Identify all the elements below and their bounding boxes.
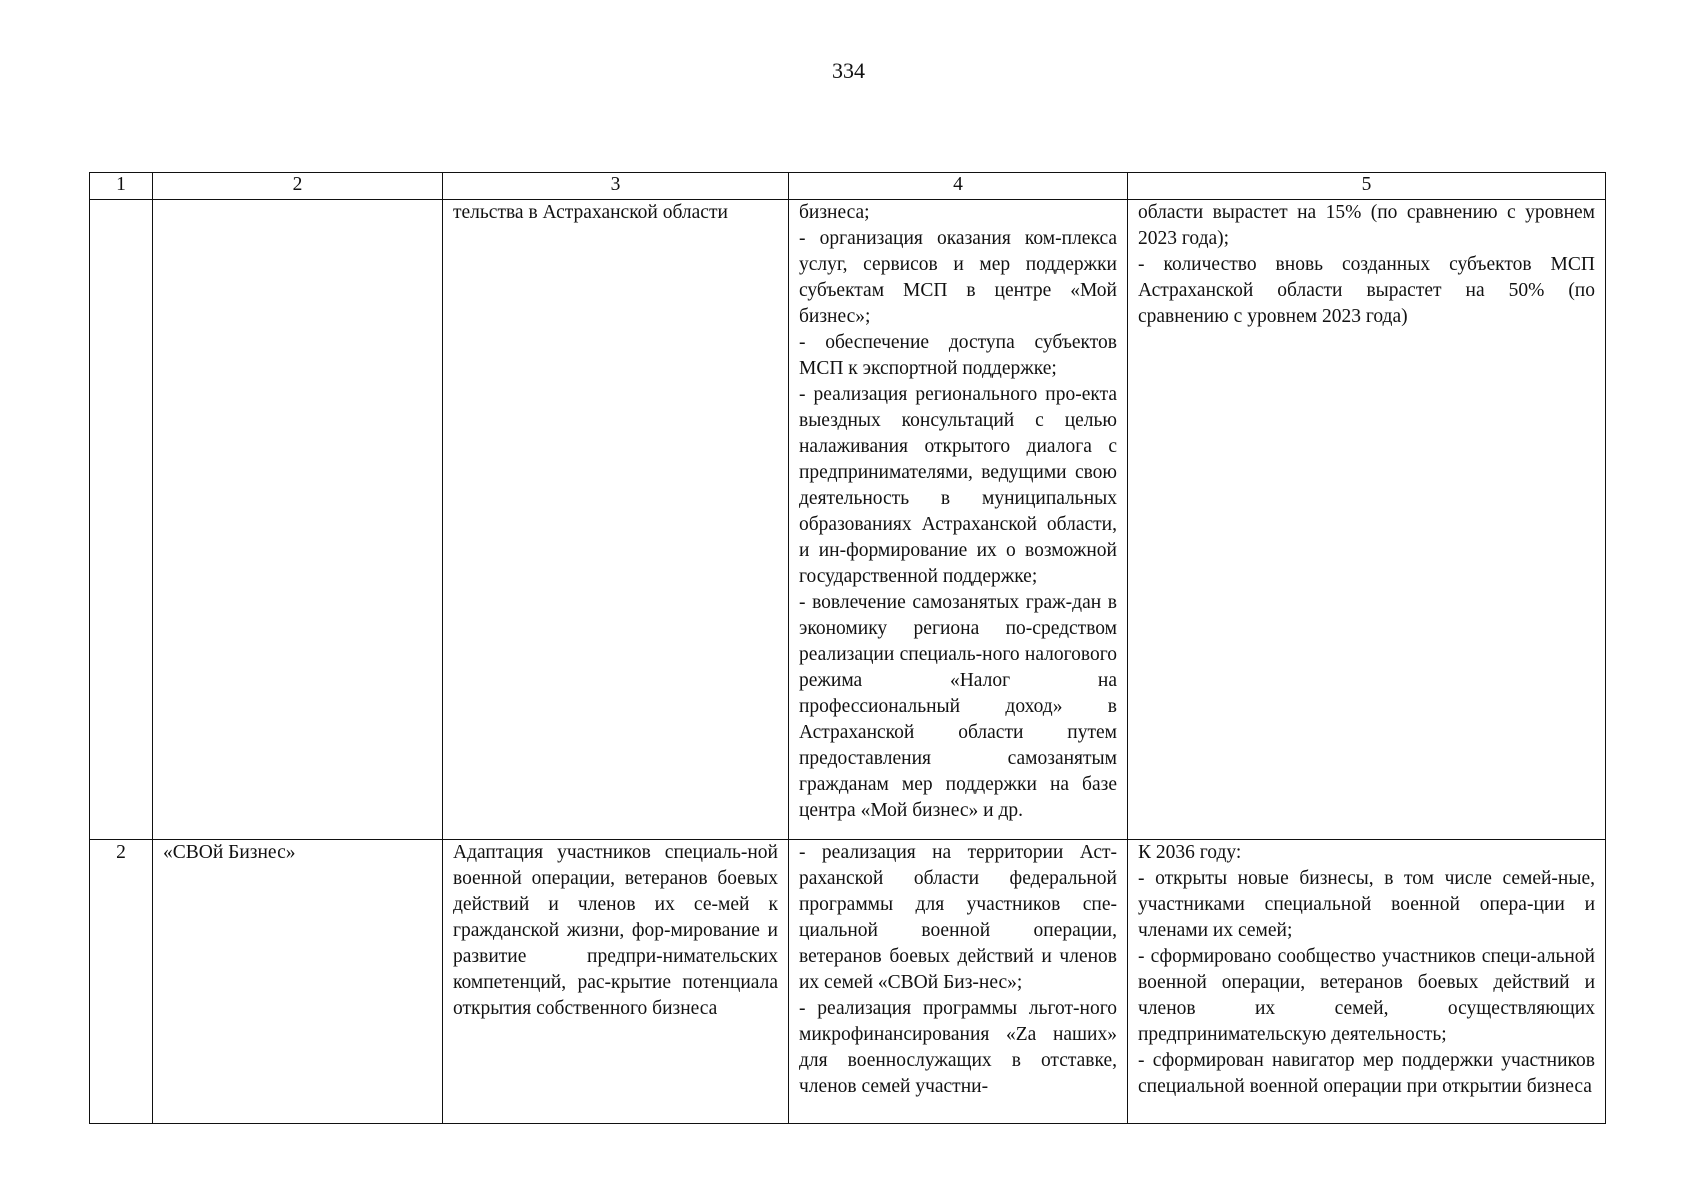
table-row bbox=[90, 840, 1606, 1124]
results-cell: К 2036 году: - открыты новые бизнесы, в том числе семей-ные, участниками специальной военной опера-ции и членами их семей; - сформировано сообщество участников специ-альной военной операции, ветеранов боевых действий и членов их семей, осуществляющих предпринимательскую деятельность; - сформирован навигатор мер поддержки участников специальной военной операции при открытии бизнеса bbox=[1128, 840, 1606, 1124]
column-header-3: 3 bbox=[443, 173, 789, 200]
goal-cell: тельства в Астраханской области bbox=[443, 200, 789, 840]
project-name-cell: «СВОй Бизнес» bbox=[153, 840, 443, 1124]
project-name-cell bbox=[153, 200, 443, 840]
column-number-row bbox=[90, 173, 1606, 200]
column-header-5: 5 bbox=[1128, 173, 1606, 200]
measures-cell: - реализация на территории Аст-раханской области федеральной программы для участников спе-циальной военной операции, ветеранов боевых действий и членов их семей «СВОй Биз-нес»; - реализация программы льгот-ного микрофинансирования «Za наших» для военнослужащих в отставке, членов семей участни- bbox=[789, 840, 1128, 1124]
page-number: 334 bbox=[832, 58, 865, 83]
table-header bbox=[90, 173, 1606, 200]
row-number-cell bbox=[90, 200, 153, 840]
column-header-4: 4 bbox=[789, 173, 1128, 200]
goal-cell: Адаптация участников специаль-ной военной операции, ветеранов боевых действий и членов их се-мей к гражданской жизни, фор-мирование и развитие предпри-нимательских компетенций, рас-крытие потенциала открытия собственного бизнеса bbox=[443, 840, 789, 1124]
table-row bbox=[90, 200, 1606, 840]
column-header-1: 1 bbox=[90, 173, 153, 200]
row-number-cell: 2 bbox=[90, 840, 153, 1124]
measures-table bbox=[89, 172, 1606, 1124]
results-cell: области вырастет на 15% (по сравнению с уровнем 2023 года); - количество вновь созданных субъектов МСП Астраханской области вырастет на 50% (по сравнению с уровнем 2023 года) bbox=[1128, 200, 1606, 840]
column-header-2: 2 bbox=[153, 173, 443, 200]
measures-cell: бизнеса; - организация оказания ком-плекса услуг, сервисов и мер поддержки субъектам МСП в центре «Мой бизнес»; - обеспечение доступа субъектов МСП к экспортной поддержке; - реализация регионального про-екта выездных консультаций с целью налаживания открытого диалога с предпринимателями, ведущими свою деятельность в муниципальных образованиях Астраханской области, и ин-формирование их о возможной государственной поддержке; - вовлечение самозанятых граж-дан в экономику региона по-средством реализации специаль-ного налогового режима «Налог на профессиональный доход» в Астраханской области путем предоставления самозанятым гражданам мер поддержки на базе центра «Мой бизнес» и др. bbox=[789, 200, 1128, 840]
